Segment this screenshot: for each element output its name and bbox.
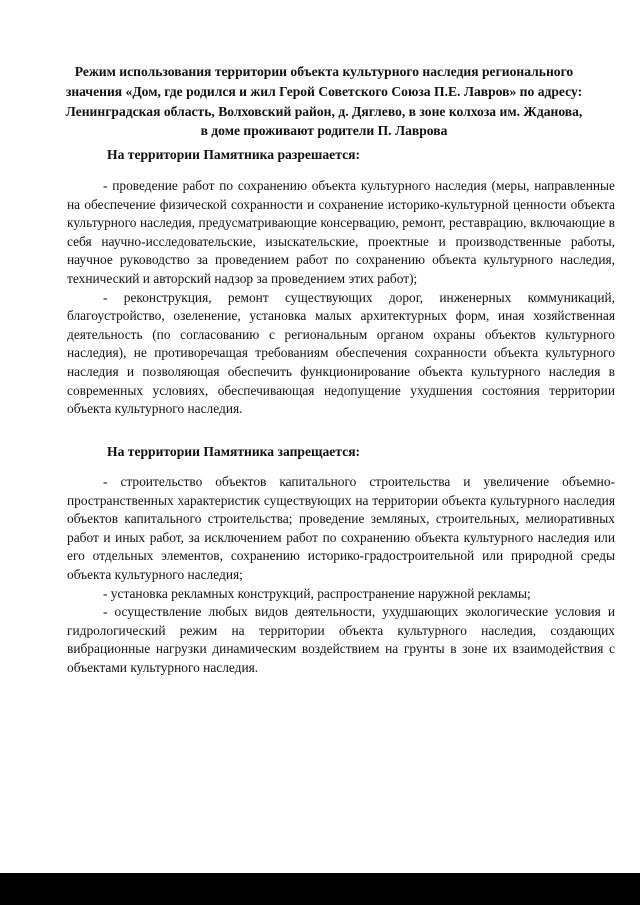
document-title: Режим использования территории объекта культурного наследия регионального значения «Дом, где родился и жил Герой Советского Союза П.Е. Лавров» по адресу: Ленинградская область, Волховский район, д. Дяглево, в зоне колхоза им. Жданова, в доме проживают родители П. Лаврова bbox=[65, 64, 583, 139]
allowed-list bbox=[67, 177, 615, 419]
forbidden-item-advertising: - установка рекламных конструкций, распространение наружной рекламы; bbox=[103, 585, 531, 601]
allowed-item-preservation-works: - проведение работ по сохранению объекта культурного наследия (меры, направленные на обеспечение физической сохранности и сохранение историко-культурной ценности объекта культурного наследия, предусматривающие консервацию, ремонт, реставрацию, включающие в себя научно-исследовательские, изыскательские, проектные и производственные работы, научное руководство за проведением работ по сохранению объекта культурного наследия, технический и авторский надзор за проведением этих работ); bbox=[67, 178, 615, 286]
scan-bottom-edge bbox=[0, 873, 640, 905]
forbidden-section-heading: На территории Памятника запрещается: bbox=[107, 444, 361, 459]
allowed-item-reconstruction: - реконструкция, ремонт существующих дорог, инженерных коммуникаций, благоустройство, озеленение, установка малых архитектурных форм, иная хозяйственная деятельность (по согласованию с региональным органом охраны объектов культурного наследия), не противоречащая требованиям обеспечения сохранности объекта культурного наследия и позволяющая обеспечить функционирование объекта культурного наследия в современных условиях, обеспечивающая недопущение ухудшения состояния территории объекта культурного наследия. bbox=[67, 289, 615, 417]
forbidden-item-construction: - строительство объектов капитального строительства и увеличение объемно-пространственных характеристик существующих на территории объекта культурного наследия объектов капитального строительства; проведение земляных, строительных, мелиоративных работ и иных работ, за исключением работ по сохранению объекта культурного наследия или его отдельных элементов, сохранению историко-градостроительной или природной среды объекта культурного наследия; bbox=[67, 474, 615, 582]
forbidden-item-ecological-harm: - осуществление любых видов деятельности, ухудшающих экологические условия и гидрологический режим на территории объекта культурного наследия, создающих вибрационные нагрузки динамическим воздействием на грунты в зоне их взаимодействия с объектами культурного наследия. bbox=[67, 604, 615, 675]
forbidden-list bbox=[67, 473, 615, 678]
allowed-section-heading: На территории Памятника разрешается: bbox=[107, 147, 360, 162]
